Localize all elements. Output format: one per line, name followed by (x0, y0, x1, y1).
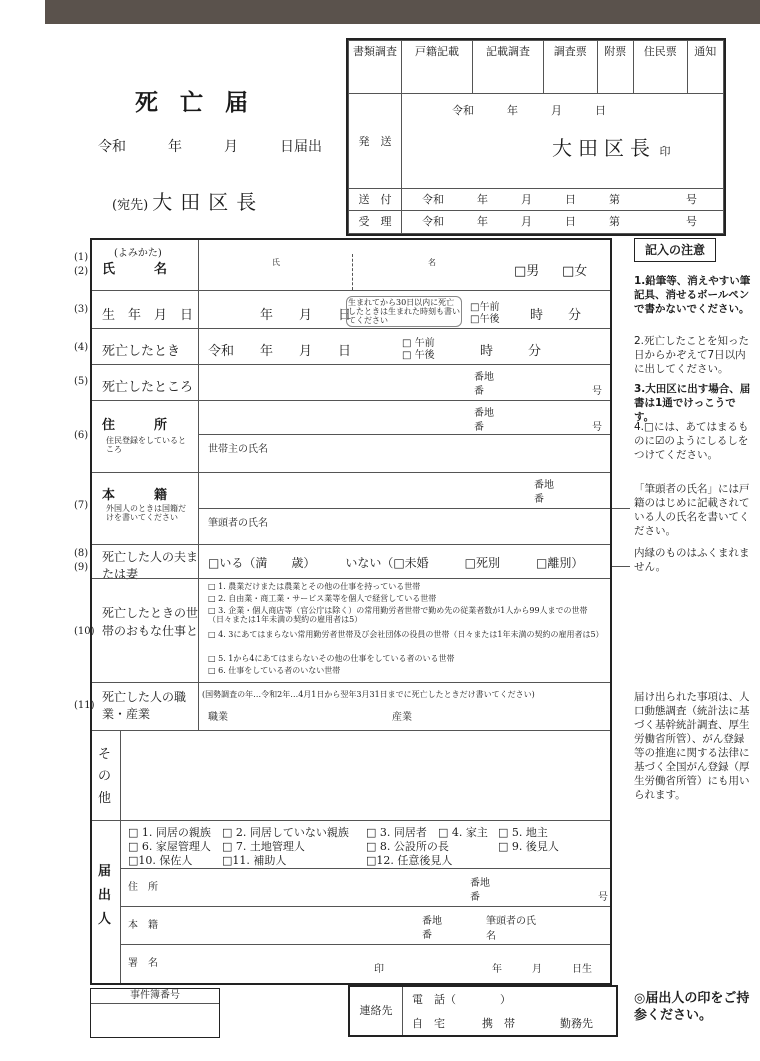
bring-seal-note: ◎届出人の印をご持参ください。 (634, 991, 750, 1023)
male-checkbox[interactable]: □男 (514, 264, 540, 279)
work-option[interactable]: □ 5. 1から4にあてはまらないその他の仕事をしている者のいる世帯 (208, 654, 455, 663)
row-num: (9) (74, 562, 89, 573)
dispatch-date: 令和 年 月 日 第 号 (402, 188, 724, 211)
ban: 番 (422, 930, 432, 941)
office-col: 書類調査 (349, 41, 402, 94)
ban: 番 (474, 422, 484, 433)
informant-option[interactable]: □11. 補助人 (222, 854, 287, 867)
office-col: 住民票 (633, 41, 687, 94)
informant-option[interactable]: □ 2. 同居していない親族 (222, 826, 349, 839)
address-label: 住 所 (102, 418, 168, 433)
addressee-name: 大田区長 (152, 190, 265, 214)
receive-date: 令和 年 月 日 第 号 (402, 211, 724, 234)
occupation-field: 職業 (208, 712, 228, 723)
ban: 番 (474, 386, 484, 397)
informant-family-head: 筆頭者の氏名 (486, 916, 536, 942)
household-head-label: 世帯主の氏名 (208, 444, 268, 455)
office-col: 記載調査 (473, 41, 544, 94)
surname-label: 氏 (272, 258, 280, 267)
row-num: (11) (74, 700, 95, 711)
informant-option[interactable]: □ 7. 土地管理人 (222, 840, 305, 853)
informant-option[interactable]: □ 3. 同居者 (366, 826, 427, 839)
household-work-label: 死亡したときの世帯のおもな仕事と (102, 606, 199, 638)
note-arrow (612, 566, 630, 567)
phone-field: 電 話（ ） (412, 993, 511, 1006)
office-seal: 印 (659, 145, 671, 159)
addressee-prefix: (宛先) (112, 198, 149, 213)
receive-label: 受 理 (349, 211, 402, 234)
informant-birth-date: 年 月 日生 (492, 964, 592, 975)
occupation-note: (国勢調査の年…令和2年…4月1日から翌年3月31日までに死亡したときだけ書いてください) (202, 690, 535, 699)
informant-option[interactable]: □ 4. 家主 (438, 826, 488, 839)
informant-option[interactable]: □ 5. 地主 (498, 826, 548, 839)
banchi: 番地 (422, 916, 442, 927)
banchi: 番地 (474, 372, 494, 383)
banchi: 番地 (474, 408, 494, 419)
office-col: 戸籍記載 (402, 41, 473, 94)
row-num: (8) (74, 548, 89, 559)
contact-label: 連絡先 (350, 987, 403, 1035)
banchi: 番地 (470, 878, 490, 889)
family-head-label: 筆頭者の氏名 (208, 518, 268, 529)
contact-box (348, 985, 618, 1037)
notes-title: 記入の注意 (634, 238, 716, 262)
other-label: その他 (98, 747, 112, 806)
addressee (112, 186, 264, 215)
statistics-note: 届け出られた事項は、人口動態調査（統計法に基づく基幹統計調査、厚生労働省所管）、がん登録等の推進に関する法律に基づく全国がん登録（厚生労働省所管）にも用いられます。 (634, 691, 750, 801)
note-item: 1.鉛筆等、消えやすい筆記具、消せるボールペンで書かないでください。 (634, 275, 751, 315)
name-label: 氏 名 (102, 262, 168, 277)
ban: 番 (534, 494, 544, 505)
submission-date: 令和 年 月 日届出 (98, 139, 322, 155)
office-use-box (346, 38, 726, 236)
note-item: 3.大田区に出す場合、届書は1通でけっこうです。 (634, 383, 751, 423)
row-num: (6) (74, 430, 89, 441)
birth-date-fields: 年 月 日 (260, 308, 352, 323)
dispatch-label: 送 付 (349, 188, 402, 211)
send-label: 発 送 (349, 94, 402, 188)
spouse-options[interactable]: □いる（満 歳） いない（□未婚 □死別 □離別） (208, 556, 584, 570)
birth-note: 生まれてから30日以内に死亡したときは生まれた時刻も書いてください (348, 298, 460, 325)
form-title: 死亡届 (135, 89, 270, 116)
female-checkbox[interactable]: □女 (562, 264, 588, 279)
row-num: (7) (74, 500, 89, 511)
note-arrow (612, 508, 630, 509)
informant-option[interactable]: □12. 任意後見人 (366, 854, 453, 867)
death-pm-checkbox[interactable]: □ 午後 (402, 350, 435, 361)
domicile-label: 本 籍 (102, 488, 168, 503)
death-date-fields: 令和 年 月 日 (208, 344, 352, 359)
death-time-label: 死亡したとき (102, 344, 181, 359)
birth-minute: 分 (568, 308, 582, 323)
yomikata-label: (よみかた) (114, 248, 162, 259)
informant-option[interactable]: □ 1. 同居の親族 (128, 826, 211, 839)
address-note: 住民登録をしているところ (106, 436, 186, 454)
death-notice-form (90, 238, 612, 985)
spouse-note: 内縁のものはふくまれません。 (634, 547, 750, 573)
spouse-label: 死亡した人の夫または妻 (102, 550, 199, 581)
given-name-label: 名 (428, 258, 436, 267)
go: 号 (592, 386, 602, 397)
row-num: (3) (74, 304, 89, 315)
death-hour: 時 (480, 344, 494, 359)
case-number-label: 事件簿番号 (91, 989, 219, 1004)
work-option[interactable]: □ 3. 企業・個人商店等（官公庁は除く）の常用勤労者世帯で勤め先の従業者数が1人から99人までの世帯（日々または1年未満の契約の雇用者は5） (208, 606, 588, 624)
informant-option[interactable]: □ 8. 公設所の長 (366, 840, 449, 853)
ban: 番 (470, 892, 480, 903)
go: 号 (598, 892, 608, 903)
office-col: 通知 (687, 41, 723, 94)
death-place-label: 死亡したところ (102, 380, 194, 395)
office-name: 大田区長 (552, 136, 656, 161)
work-option[interactable]: □ 1. 農業だけまたは農業とその他の仕事を持っている世帯 (208, 582, 421, 591)
informant-option[interactable]: □ 9. 後見人 (498, 840, 559, 853)
industry-field: 産業 (392, 712, 412, 723)
signature-label: 署 名 (128, 958, 158, 969)
birth-date-label: 生 年 月 日 (102, 308, 194, 323)
work-option[interactable]: □ 4. 3にあてはまらない常用勤労者世帯及び会社団体の役員の世帯（日々または1年未満の契約の雇用者は5） (208, 630, 604, 639)
row-num: (1) (74, 252, 89, 263)
informant-option[interactable]: □ 6. 家屋管理人 (128, 840, 211, 853)
case-number-box (90, 988, 220, 1038)
note-item: 4.□には、あてはまるものに☑のようにしるしをつけてください。 (634, 421, 749, 461)
informant-seal: 印 (374, 964, 384, 975)
mobile-phone-label: 携 帯 (482, 1017, 515, 1030)
row-num: (2) (74, 266, 89, 277)
birth-pm-checkbox[interactable]: □午後 (470, 314, 500, 325)
row-num: (10) (74, 626, 95, 637)
row-num: (4) (74, 342, 89, 353)
birth-hour: 時 (530, 308, 544, 323)
go: 号 (592, 422, 602, 433)
top-bar (45, 0, 760, 24)
banchi: 番地 (534, 480, 554, 491)
informant-option[interactable]: □10. 保佐人 (128, 854, 193, 867)
domicile-note: 外国人のときは国籍だけを書いてください (106, 504, 186, 522)
office-col: 附票 (597, 41, 633, 94)
occupation-label: 死亡した人の職業・産業 (102, 690, 187, 721)
work-option[interactable]: □ 6. 仕事をしている者のいない世帯 (208, 666, 341, 675)
work-phone-label: 勤務先 (560, 1017, 593, 1030)
office-col: 調査票 (544, 41, 598, 94)
death-am-checkbox[interactable]: □ 午前 (402, 338, 435, 349)
informant-address-label: 住 所 (128, 882, 158, 893)
informant-domicile-label: 本 籍 (128, 920, 158, 931)
row-num: (5) (74, 376, 89, 387)
birth-am-checkbox[interactable]: □午前 (470, 302, 500, 313)
work-option[interactable]: □ 2. 自由業・商工業・サービス業等を個人で経営している世帯 (208, 594, 437, 603)
informant-label: 届出人 (98, 864, 112, 927)
home-phone-label: 自 宅 (412, 1017, 445, 1030)
send-date: 令和 年 月 日 (452, 104, 606, 118)
note-item: 2.死亡したことを知った日からかぞえて7日以内に出してください。 (634, 335, 750, 375)
death-minute: 分 (528, 344, 542, 359)
family-head-note: 「筆頭者の氏名」には戸籍のはじめに記載されている人の氏名を書いてください。 (634, 483, 750, 537)
